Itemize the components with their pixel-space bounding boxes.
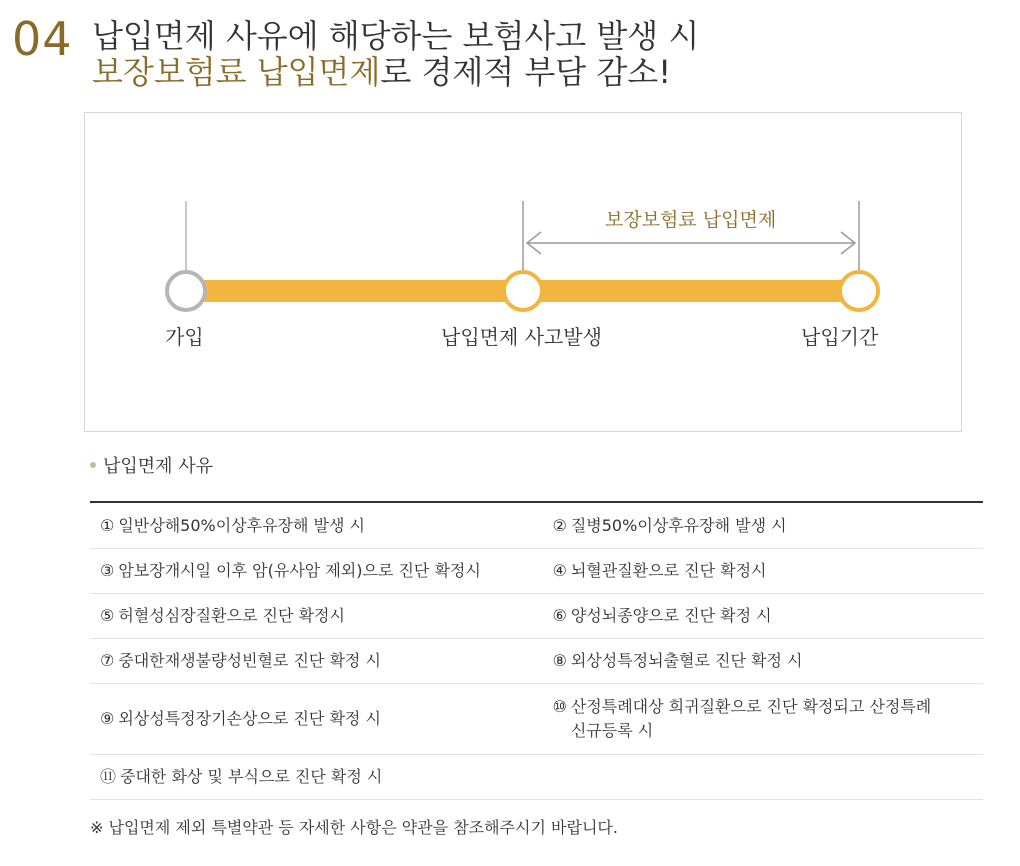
item-wrap: [553, 695, 932, 743]
title-line-2: [92, 54, 699, 90]
reason-item: [537, 639, 984, 683]
payment-waiver-timeline: [84, 112, 962, 432]
reason-item: [90, 503, 537, 548]
item-text: 중대한 화상 및 부식으로 진단 확정 시: [120, 767, 383, 786]
item-text: 암보장개시일 이후 암(유사암 제외)으로 진단 확정시: [118, 561, 481, 580]
item-text: 외상성특정뇌출혈로 진단 확정 시: [570, 651, 803, 670]
reason-item: [90, 639, 537, 683]
section-title-text: 납입면제 사유: [103, 456, 214, 477]
range-label: 보장보험료 납입면제: [605, 209, 777, 231]
item-number: ⑤: [100, 606, 115, 625]
reason-item: [537, 594, 984, 638]
start-point-marker: [167, 272, 205, 310]
item-number: ③: [100, 561, 115, 580]
reason-item: [537, 684, 984, 754]
reason-item: [90, 549, 537, 593]
waiver-reasons-table: [90, 501, 983, 800]
point-label-event: 납입면제 사고발생: [441, 325, 602, 349]
item-number: ②: [552, 515, 567, 535]
table-row: [90, 684, 983, 755]
title-accent: 보장보험료 납입면제: [92, 53, 381, 91]
header: [12, 14, 1002, 94]
footnote: ※ 납입면제 제외 특별약관 등 자세한 사항은 약관을 참조해주시기 바랍니다.: [90, 818, 618, 837]
item-number: ⑥: [552, 606, 567, 625]
page-title: [92, 18, 699, 90]
table-row: [90, 639, 983, 684]
reason-item: [537, 549, 984, 593]
section-number: 04: [12, 12, 73, 66]
table-row: [90, 755, 983, 800]
timeline-graphic: [85, 113, 963, 433]
item-text: 허혈성심장질환으로 진단 확정시: [118, 606, 345, 625]
item-number: ⑨: [100, 709, 115, 728]
table-row: [90, 503, 983, 549]
point-label-end: 납입기간: [801, 325, 879, 349]
table-row: [90, 549, 983, 594]
item-text-line-2: 신규등록 시: [570, 721, 654, 740]
reason-item: [90, 594, 537, 638]
item-number: ⑦: [100, 651, 115, 670]
section-title: [90, 452, 213, 478]
bullet-icon: [90, 462, 96, 468]
item-text: 양성뇌종양으로 진단 확정 시: [570, 606, 772, 625]
point-label-start: 가입: [165, 325, 204, 349]
reason-item: [537, 503, 984, 548]
reason-item: [90, 684, 537, 754]
event-point-marker: [504, 272, 542, 310]
item-text: 질병50%이상후유장해 발생 시: [570, 515, 787, 535]
item-number: ①: [100, 515, 115, 535]
item-number: ⑧: [552, 651, 567, 670]
item-number: ④: [552, 561, 567, 580]
item-number: ⑪: [100, 767, 117, 786]
item-text: 중대한재생불량성빈혈로 진단 확정 시: [118, 651, 381, 670]
item-text: 뇌혈관질환으로 진단 확정시: [570, 561, 767, 580]
title-rest: 로 경제적 부담 감소!: [380, 53, 672, 91]
item-text-block: [571, 695, 931, 743]
table-row: [90, 594, 983, 639]
end-point-marker: [840, 272, 878, 310]
item-number: ⑩: [552, 697, 567, 716]
item-text: 외상성특정장기손상으로 진단 확정 시: [118, 709, 381, 728]
item-text: 일반상해50%이상후유장해 발생 시: [118, 515, 366, 535]
empty-cell: [537, 755, 984, 799]
reason-item: [90, 755, 537, 799]
item-text: 산정특례대상 희귀질환으로 진단 확정되고 산정특례: [570, 697, 932, 716]
title-line-1: 납입면제 사유에 해당하는 보험사고 발생 시: [92, 17, 700, 55]
